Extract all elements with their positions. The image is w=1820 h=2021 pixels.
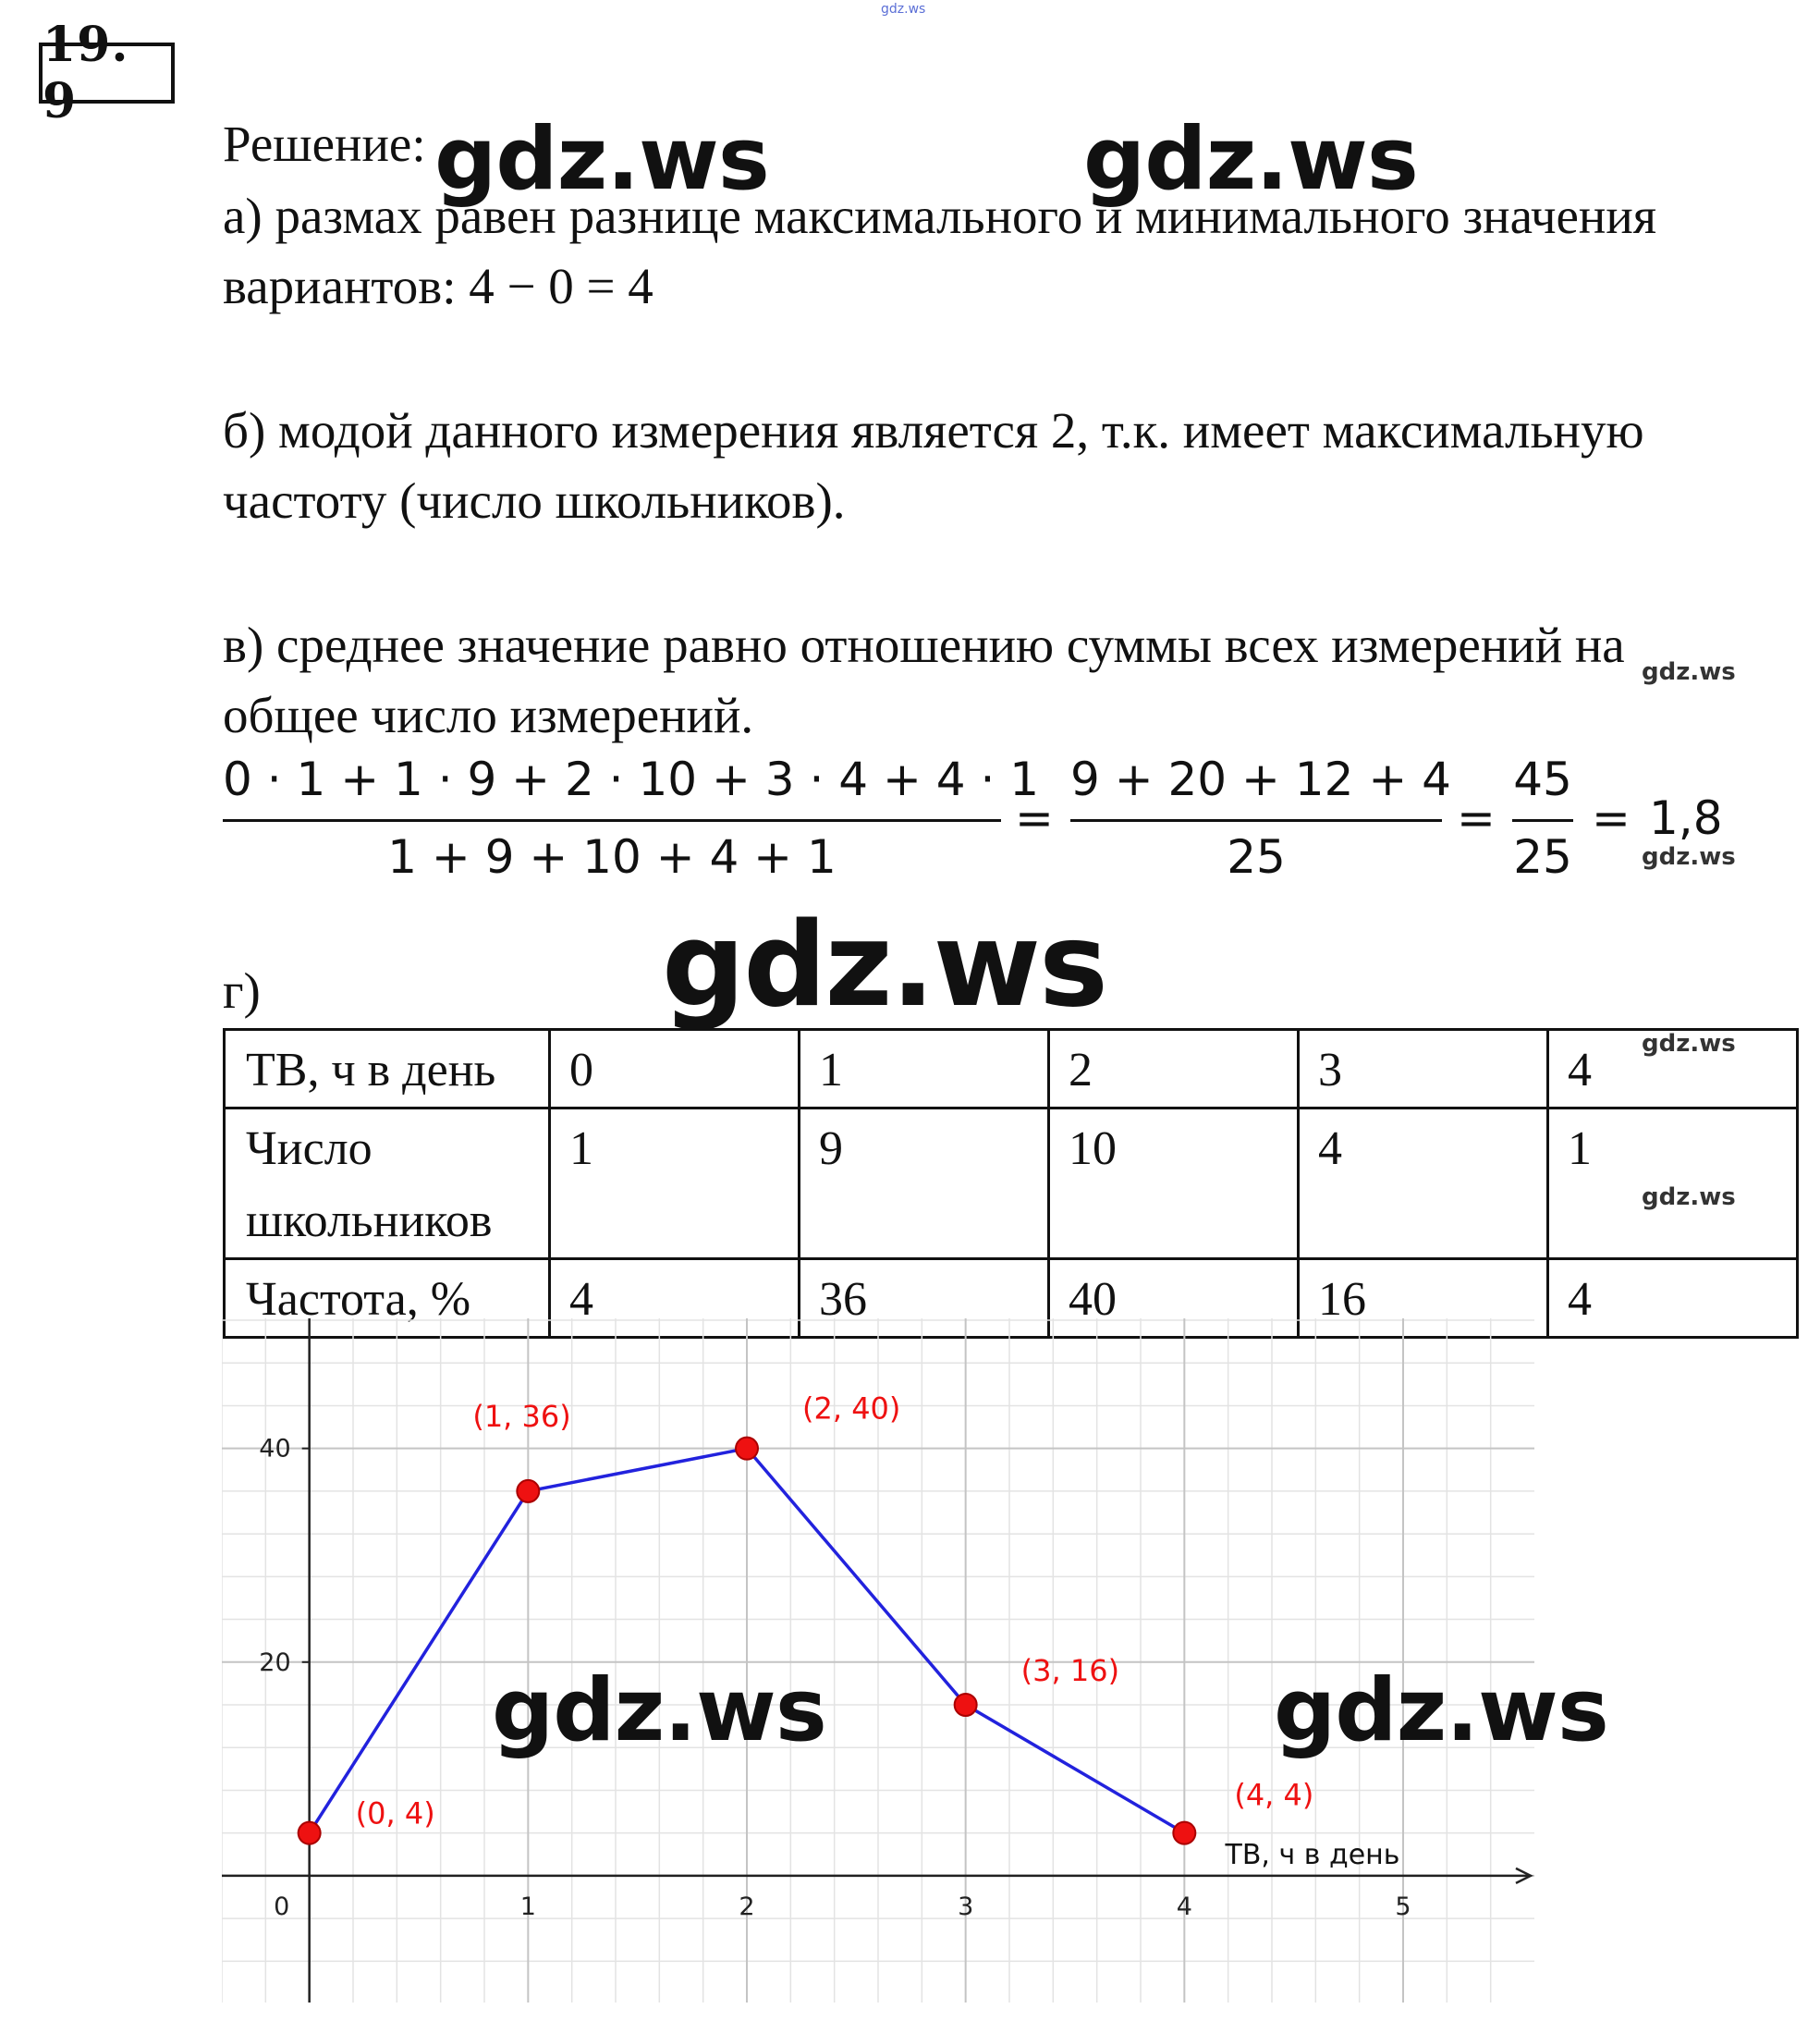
watermark-small-2: gdz.ws bbox=[1642, 843, 1736, 871]
y-tick-label: 20 bbox=[259, 1647, 291, 1677]
formula-denominator-3: 25 bbox=[1513, 830, 1572, 884]
data-point bbox=[1173, 1822, 1195, 1844]
table-cell: 1 bbox=[550, 1108, 800, 1259]
part-b-line1: б) модой данного измерения является 2, т.к. имеет максимальную bbox=[223, 402, 1644, 459]
watermark-top-tiny: gdz.ws bbox=[881, 2, 926, 17]
formula-equals-2: = bbox=[1457, 791, 1496, 845]
row-header-count-line2: школьников bbox=[246, 1194, 493, 1247]
part-a-line1: а) размах равен разнице максимального и минимального значения bbox=[223, 188, 1657, 244]
data-point bbox=[299, 1822, 321, 1844]
x-tick-label: 3 bbox=[958, 1892, 974, 1921]
formula-equals-3: = bbox=[1592, 791, 1631, 845]
table-cell: 10 bbox=[1049, 1108, 1299, 1259]
table-cell: 9 bbox=[800, 1108, 1049, 1259]
watermark-chart-right: gdz.ws bbox=[1274, 1660, 1608, 1761]
watermark-big-right: gdz.ws bbox=[1083, 109, 1418, 210]
watermark-small-1: gdz.ws bbox=[1642, 658, 1736, 686]
table-cell: 4 bbox=[1548, 1030, 1798, 1108]
table-cell: 4 bbox=[1299, 1108, 1548, 1259]
point-label: (1, 36) bbox=[472, 1398, 571, 1434]
table-cell: 16 bbox=[1299, 1259, 1548, 1338]
part-v-line2: общее число измерений. bbox=[223, 687, 754, 743]
watermark-small-4: gdz.ws bbox=[1642, 1183, 1736, 1211]
row-header-count bbox=[225, 1108, 550, 1259]
x-axis-label: ТВ, ч в день bbox=[1225, 1839, 1400, 1871]
data-point bbox=[517, 1480, 539, 1502]
row-header-count-line1: Число bbox=[246, 1122, 373, 1175]
table-cell: 0 bbox=[550, 1030, 800, 1108]
formula-fraction-line-3 bbox=[1512, 819, 1573, 822]
part-b-line2: частоту (число школьников). bbox=[223, 472, 846, 529]
part-g-label: г) bbox=[223, 962, 261, 1019]
watermark-huge: gdz.ws bbox=[662, 897, 1106, 1033]
part-v-line1: в) среднее значение равно отношению суммы всех измерений на bbox=[223, 617, 1625, 673]
row-header-tv: ТВ, ч в день bbox=[225, 1030, 550, 1108]
table-cell: 1 bbox=[1548, 1108, 1798, 1259]
formula-numerator-2: 9 + 20 + 12 + 4 bbox=[1070, 753, 1451, 806]
y-tick-label: 40 bbox=[259, 1434, 291, 1464]
x-tick-label: 2 bbox=[739, 1892, 755, 1921]
formula-result: 1,8 bbox=[1649, 791, 1723, 845]
table-cell: 1 bbox=[800, 1030, 1049, 1108]
point-label: (3, 16) bbox=[1020, 1653, 1120, 1688]
data-point bbox=[955, 1694, 977, 1716]
formula-denominator-2: 25 bbox=[1227, 830, 1286, 884]
part-a-line2: вариантов: 4 − 0 = 4 bbox=[223, 258, 653, 314]
solution-label: Решение: bbox=[223, 116, 426, 172]
frequency-table bbox=[223, 1028, 1799, 1339]
watermark-chart-left: gdz.ws bbox=[492, 1660, 826, 1761]
watermark-small-3: gdz.ws bbox=[1642, 1030, 1736, 1058]
point-label: (0, 4) bbox=[355, 1795, 435, 1831]
table-cell: 36 bbox=[800, 1259, 1049, 1338]
formula-numerator-1: 0 · 1 + 1 · 9 + 2 · 10 + 3 · 4 + 4 · 1 bbox=[223, 753, 1040, 806]
formula-denominator-1: 1 + 9 + 10 + 4 + 1 bbox=[387, 830, 837, 884]
formula-numerator-3: 45 bbox=[1513, 753, 1572, 806]
problem-number: 19. 9 bbox=[39, 43, 175, 104]
table-row bbox=[225, 1030, 1798, 1108]
table-cell: 4 bbox=[1548, 1259, 1798, 1338]
watermark-big-left: gdz.ws bbox=[434, 109, 769, 210]
table-cell: 4 bbox=[550, 1259, 800, 1338]
table-row bbox=[225, 1108, 1798, 1259]
x-tick-label: 0 bbox=[274, 1892, 290, 1921]
formula-fraction-line-2 bbox=[1070, 819, 1442, 822]
data-point bbox=[736, 1438, 758, 1460]
row-header-frequency: Частота, % bbox=[225, 1259, 550, 1338]
formula-equals-1: = bbox=[1015, 791, 1054, 845]
table-cell: 3 bbox=[1299, 1030, 1548, 1108]
x-tick-label: 4 bbox=[1176, 1892, 1192, 1921]
point-label: (4, 4) bbox=[1234, 1777, 1314, 1813]
x-tick-label: 5 bbox=[1395, 1892, 1411, 1921]
table-cell: 2 bbox=[1049, 1030, 1299, 1108]
table-cell: 40 bbox=[1049, 1259, 1299, 1338]
point-label: (2, 40) bbox=[802, 1390, 901, 1427]
x-tick-label: 1 bbox=[519, 1892, 536, 1921]
formula-fraction-line-1 bbox=[223, 819, 1001, 822]
